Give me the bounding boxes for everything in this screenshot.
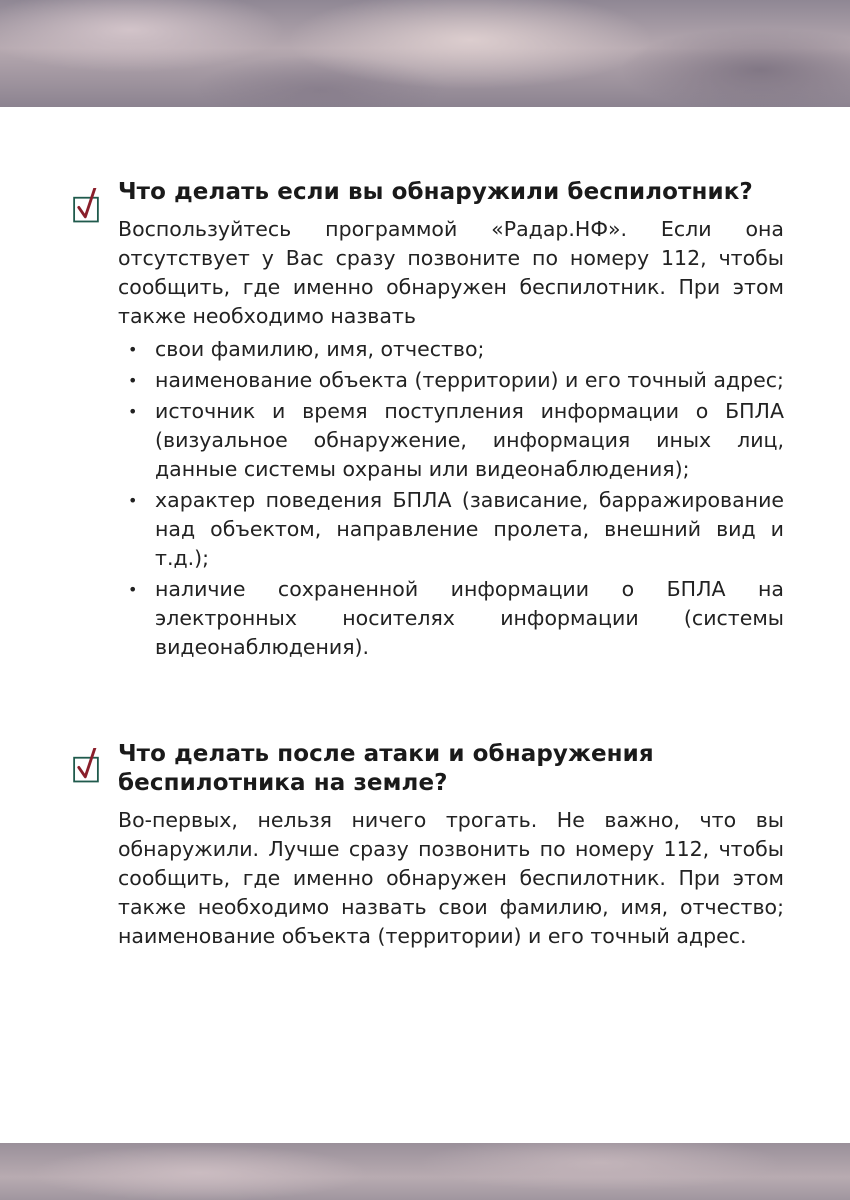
section-body: Во-первых, нельзя ничего трогать. Не важно, что вы обнаружили. Лучше сразу позвонить по номеру 112, чтобы сообщить, где именно обнаружен беспилотник. При этом также необходимо назвать свои фамилию, имя, отчество; наименование объекта (территории) и его точный адрес.	[118, 808, 784, 948]
header-sky-image	[0, 0, 850, 107]
checkbox-checked-icon	[68, 188, 104, 224]
bullet-list	[118, 335, 784, 662]
bullet-dot-icon: •	[128, 402, 138, 421]
section-intro: Воспользуйтесь программой «Радар.НФ». Если она отсутствует у Вас сразу позвоните по номеру 112, чтобы сообщить, где именно обнаружен беспилотник. При этом также необходимо назвать	[118, 217, 784, 328]
section-heading: Что делать если вы обнаружили беспилотник?	[118, 179, 753, 205]
list-item: • наличие сохраненной информации о БПЛА на электронных носителях информации (системы видеонаблюдения).	[128, 577, 784, 659]
footer-sky-image	[0, 1143, 850, 1200]
section-detected-drone	[68, 178, 784, 664]
bullet-dot-icon: •	[128, 580, 138, 599]
section-heading: Что делать после атаки и обнаружения беспилотника на земле?	[118, 741, 654, 796]
bullet-dot-icon: •	[128, 340, 138, 359]
bullet-dot-icon: •	[128, 491, 138, 510]
checkbox-checked-icon	[68, 748, 104, 784]
list-item: • характер поведения БПЛА (зависание, барражирование над объектом, направление пролета, внешний вид и т.д.);	[128, 488, 784, 570]
list-item: • свои фамилию, имя, отчество;	[118, 335, 784, 364]
list-item: • источник и время поступления информации о БПЛА (визуальное обнаружение, информация иных лиц, данные системы охраны или видеонаблюдения);	[128, 399, 784, 481]
bullet-dot-icon: •	[128, 371, 138, 390]
list-item: • наименование объекта (территории) и его точный адрес;	[118, 366, 784, 395]
section-after-attack	[68, 740, 784, 951]
